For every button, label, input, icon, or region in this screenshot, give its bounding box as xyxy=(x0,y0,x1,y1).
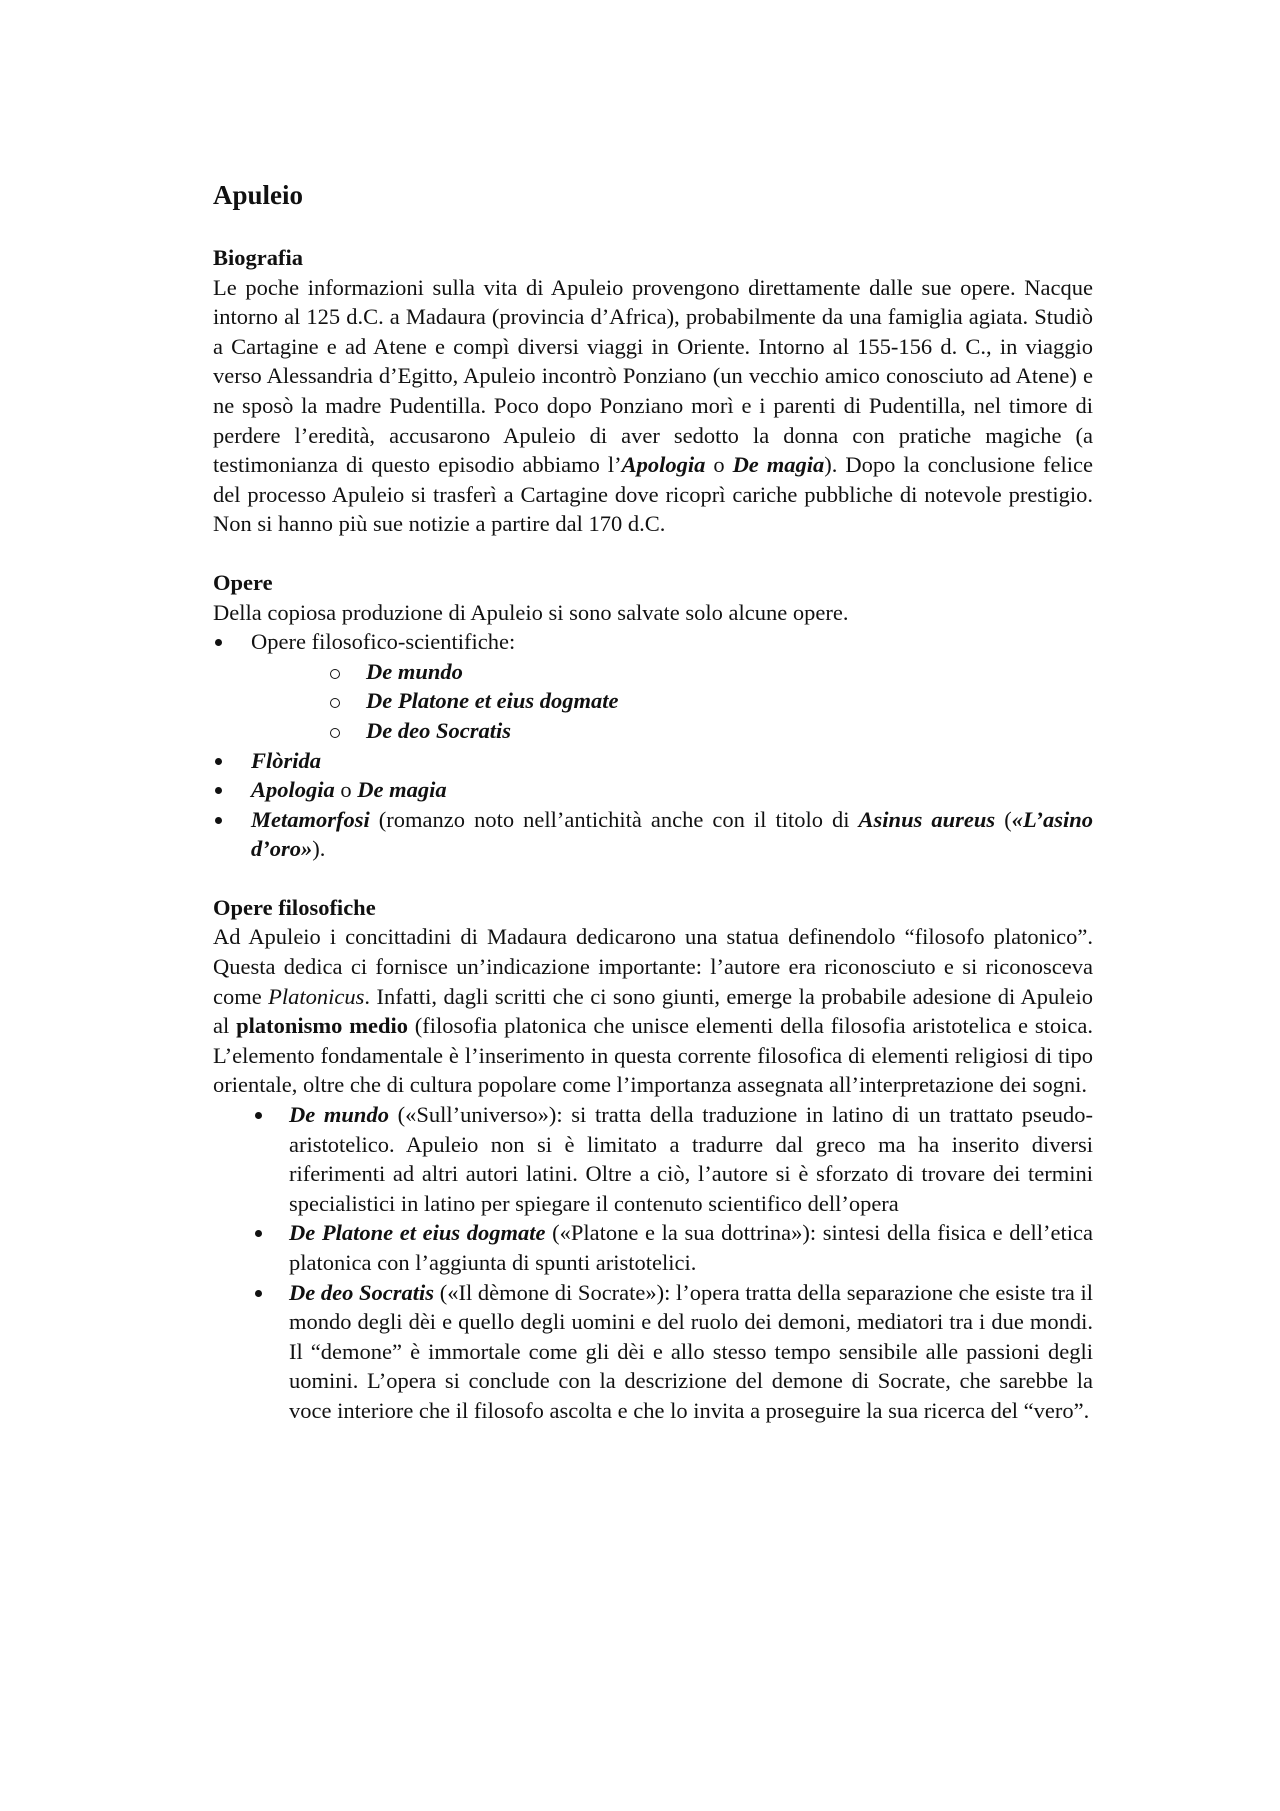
opere-intro: Della copiosa produzione di Apuleio si sono salvate solo alcune opere. xyxy=(213,599,849,625)
opere-list xyxy=(213,627,1093,864)
biografia-paragraph: Le poche informazioni sulla vita di Apuleio provengono direttamente dalle sue opere. Nacque intorno al 125 d.C. a Madaura (provincia d’Africa), probabilmente da una famiglia agiata. Studiò a Cartagine e ad Atene e compì diversi viaggi in Oriente. Intorno al 155-156 d. C., in viaggio verso Alessandria d’Egitto, Apuleio incontrò Ponziano (un vecchio amico conosciuto ad Atene) e ne sposò la madre Pudentilla. Poco dopo Ponziano morì e i parenti di Pudentilla, nel timore di perdere l’eredità, accusarono Apuleio di aver sedotto la donna con pratiche magiche (a testimonianza di questo episodio abbiamo l’Apologia o De magia). Dopo la conclusione felice del processo Apuleio si trasferì a Cartagine dove ricoprì cariche pubbliche di notevole prestigio. Non si hanno più sue notizie a partire dal 170 d.C. xyxy=(213,274,1094,537)
works-list xyxy=(213,1100,1093,1426)
work-item-de-platone: De Platone et eius dogmate («Platone e la sua dottrina»): sintesi della fisica e dell’etica platonica con l’aggiunta di spunti aristotelici. xyxy=(213,1218,1093,1277)
section-heading: Biografia xyxy=(213,245,303,270)
section-heading: Opere filosofiche xyxy=(213,894,376,920)
document-page xyxy=(213,178,1093,1426)
sub-list-item: De mundo xyxy=(251,657,1093,687)
list-item: Flòrida xyxy=(213,746,1093,776)
sub-list-item: De Platone et eius dogmate xyxy=(251,686,1093,716)
filosofiche-paragraph: Ad Apuleio i concittadini di Madaura dedicarono una statua definendolo “filosofo platonico”. Questa dedica ci fornisce un’indicazione importante: l’autore era riconosciuto e si riconosceva come Platonicus. Infatti, dagli scritti che ci sono giunti, emerge la probabile adesione di Apuleio al platonismo medio (filosofia platonica che unisce elementi della filosofia aristotelica e stoica. L’elemento fondamentale è l’inserimento in questa corrente filosofica di elementi religiosi di tipo orientale, oltre che di cultura popolare come l’importanza assegnata all’interpretazione dei sogni. xyxy=(213,924,1093,1098)
page-title: Apuleio xyxy=(213,180,304,210)
sub-list-item: De deo Socratis xyxy=(251,716,1093,746)
section-biografia xyxy=(213,243,1093,539)
section-heading: Opere xyxy=(213,569,273,595)
sub-list xyxy=(251,657,1093,746)
section-opere-filosofiche xyxy=(213,893,1093,1426)
list-item: Apologia o De magia xyxy=(213,775,1093,805)
section-opere xyxy=(213,568,1093,864)
work-item-de-deo-socratis: De deo Socratis («Il dèmone di Socrate»): l’opera tratta della separazione che esiste tra il mondo degli dèi e quello degli uomini e del ruolo dei demoni, mediatori tra i due mondi. Il “demone” è immortale come gli dèi e allo stesso tempo sensibile alle passioni degli uomini. L’opera si conclude con la descrizione del demone di Socrate, che sarebbe la voce interiore che il filosofo ascolta e che lo invita a proseguire la sua ricerca del “vero”. xyxy=(213,1278,1093,1426)
list-item: Opere filosofico-scientifiche: De mundo De Platone et eius dogmate De deo Socratis xyxy=(213,627,1093,745)
list-item: Metamorfosi (romanzo noto nell’antichità anche con il titolo di Asinus aureus («L’asino d’oro»). xyxy=(213,805,1093,864)
work-item-de-mundo: De mundo («Sull’universo»): si tratta della traduzione in latino di un trattato pseudo-aristotelico. Apuleio non si è limitato a tradurre dal greco ma ha inserito diversi riferimenti ad altri autori latini. Oltre a ciò, l’autore si è sforzato di trovare dei termini specialistici in latino per spiegare il contenuto scientifico dell’opera xyxy=(213,1100,1093,1218)
